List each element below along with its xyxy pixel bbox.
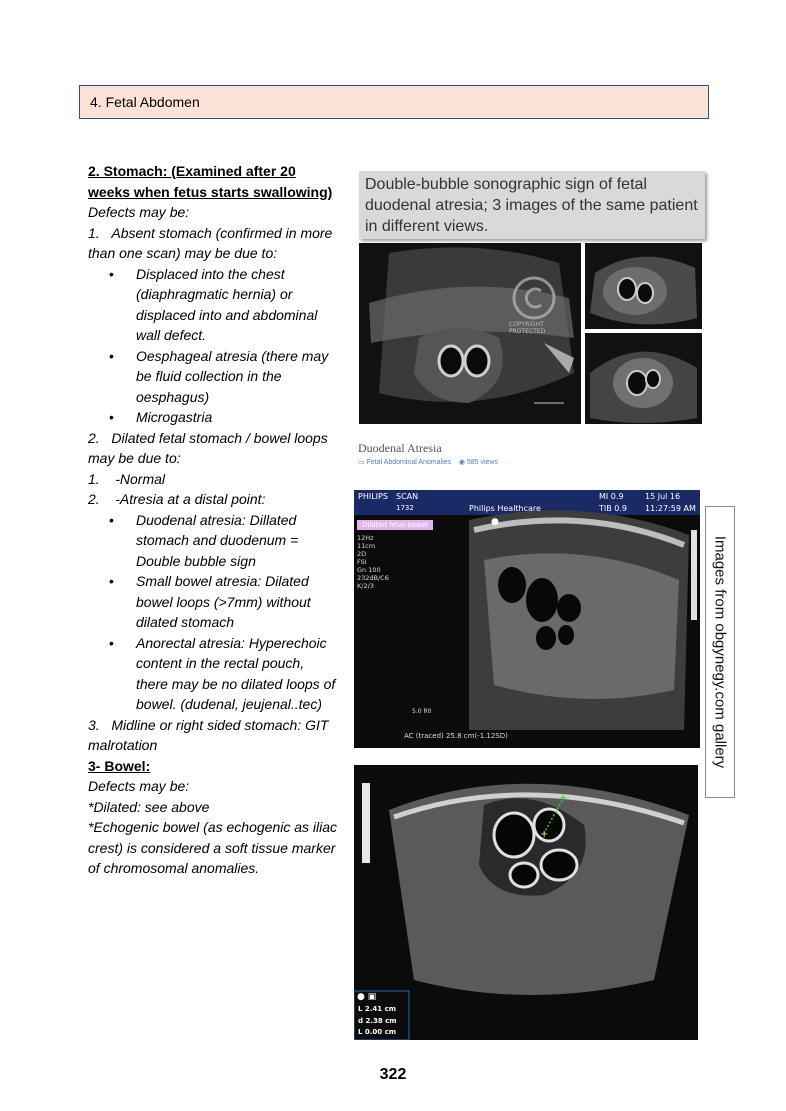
strip-link-2: 585 views <box>466 459 498 466</box>
param-line: 232dB/C6 <box>357 574 389 582</box>
probe-indicator-icon: ● <box>491 517 499 527</box>
item-2-text: Dilated fetal stomach / bowel loops may be due to: <box>88 429 328 466</box>
svg-text:+: + <box>540 829 549 840</box>
ultrasound-image-philips <box>354 490 700 748</box>
param-line: K/2/3 <box>357 582 374 590</box>
param-line: FSI <box>357 558 367 566</box>
item-1 <box>88 223 338 264</box>
bullet-icon: • <box>109 409 114 425</box>
sub-item-1 <box>88 469 338 490</box>
image-source-text: Images from obgynegy.com gallery <box>711 535 729 769</box>
page-number: 322 <box>379 1066 407 1083</box>
item-3 <box>88 715 338 756</box>
tib-value: TIB 0.9 <box>599 504 627 513</box>
bullet-icon: • <box>109 634 114 651</box>
ultrasound-image-top-right <box>585 243 702 329</box>
mi-value: MI 0.9 <box>599 492 624 501</box>
bullet-icon: • <box>109 511 114 528</box>
bullet-icon: • <box>109 573 114 589</box>
text-column <box>88 161 338 879</box>
ac-measurement: AC (traced) 25.8 cm(-1.12SD) <box>404 732 508 740</box>
param-line: 2D <box>357 550 367 558</box>
company-name: Philips Healthcare <box>469 504 541 513</box>
eye-icon: ◉ <box>458 459 465 466</box>
bullet-a1-text: Displaced into the chest (diaphragmatic hernia) or displaced into and abdominal wall defect. <box>136 265 318 343</box>
item-1-number: 1. <box>88 224 100 241</box>
bullet-b1-text: Duodenal atresia: Dillated stomach and duodenum = Double bubble sign <box>136 511 299 569</box>
svg-text:+: + <box>559 793 568 804</box>
bullet-a2-text: Oesphageal atresia (there may be fluid collection in the oesphagus) <box>136 347 329 405</box>
measure-d: d 2.38 cm <box>358 1017 397 1025</box>
bullet-a1 <box>88 264 338 346</box>
folder-icon: ▭ <box>358 459 365 466</box>
bullet-b1 <box>88 510 338 572</box>
philips-brand: PHILIPS <box>358 492 388 501</box>
dilated-text: *Dilated: see above <box>88 798 210 815</box>
measure-l2: L 0.00 cm <box>358 1028 397 1036</box>
bullet-a3-text: Microgastria <box>136 409 213 425</box>
param-line: 11cm <box>357 542 376 550</box>
bullet-b2-text: Small bowel atresia: Dilated bowel loops (>7mm) without dilated stomach <box>136 573 311 630</box>
param-line: 12Hz <box>357 534 374 542</box>
bullet-icon: • <box>109 265 114 282</box>
scan-date: 15 Jul 16 <box>645 492 681 501</box>
sub-item-1-text: -Normal <box>115 470 166 487</box>
bullet-b2 <box>88 571 338 633</box>
image-caption-text: Double-bubble sonographic sign of fetal duodenal atresia; 3 images of the same patient in different views. <box>365 176 698 235</box>
bullet-a3 <box>88 407 338 428</box>
echogenic-text: *Echogenic bowel (as echogenic as iliac crest) is considered a soft tissue marker of chromosomal anomalies. <box>88 819 338 876</box>
image-source-label <box>705 506 735 798</box>
strip-title: Duodenal Atresia <box>358 441 442 455</box>
copyright-watermark: COPYRIGHT PROTECTED <box>509 321 546 335</box>
sub-item-2 <box>88 489 338 510</box>
strip-links <box>358 458 558 466</box>
section-header <box>79 85 709 119</box>
ultrasound-image-large <box>359 243 581 424</box>
bullet-icon: • <box>109 347 114 364</box>
section-title: 4. Fetal Abdomen <box>90 94 200 110</box>
ultrasound-bottom-right-graphic <box>585 333 702 424</box>
item-2-number: 2. <box>88 429 100 446</box>
scan-label: SCAN <box>396 492 419 501</box>
item-1-text: Absent stomach (confirmed in more than one scan) may be due to: <box>88 224 333 261</box>
record-icon: ● ▣ <box>357 992 377 1002</box>
bullet-a2 <box>88 346 338 408</box>
item-3-number: 3. <box>88 716 100 733</box>
scan-time: 11:27:59 AM <box>645 504 696 513</box>
sub-item-2-number: 2. <box>88 491 100 507</box>
ultrasound-image-bottom-right <box>585 333 702 424</box>
strip-link-1[interactable]: Fetal Abdominal Anomalies <box>366 459 452 466</box>
item-2 <box>88 428 338 469</box>
bullet-b3-text: Anorectal atresia: Hyperechoic content in the rectal pouch, there may be no dilated loops of bowel. (dudenal, jeujenal..tec) <box>136 634 336 712</box>
item-3-text: Midline or right sided stomach: GIT malrotation <box>88 716 329 753</box>
defects-intro: Defects may be: <box>88 204 190 220</box>
ultrasound-measure-graphic <box>354 765 698 1040</box>
ultrasound-image-measure <box>354 765 698 1040</box>
sub-item-1-number: 1. <box>88 470 100 487</box>
bowel-heading: 3- Bowel: <box>88 757 151 774</box>
stomach-heading: 2. Stomach: (Examined after 20 weeks when fetus starts swallowing) <box>88 163 333 200</box>
scan-id: 1732 <box>396 504 414 512</box>
bowel-defects-intro: Defects may be: <box>88 778 190 794</box>
ultrasound-top-right-graphic <box>585 243 702 329</box>
sub-item-2-text: -Atresia at a distal point: <box>115 491 266 507</box>
dilated-bowel-label: Dilated fetal bowel <box>357 520 433 530</box>
param-line: Gn 100 <box>357 566 381 574</box>
image-caption <box>359 171 705 239</box>
image-strip <box>358 441 558 466</box>
scan-parameters <box>357 534 389 590</box>
bullet-b3 <box>88 633 338 715</box>
measure-l1: L 2.41 cm <box>358 1005 397 1013</box>
probe-info: 5.0 R0 <box>412 708 432 715</box>
